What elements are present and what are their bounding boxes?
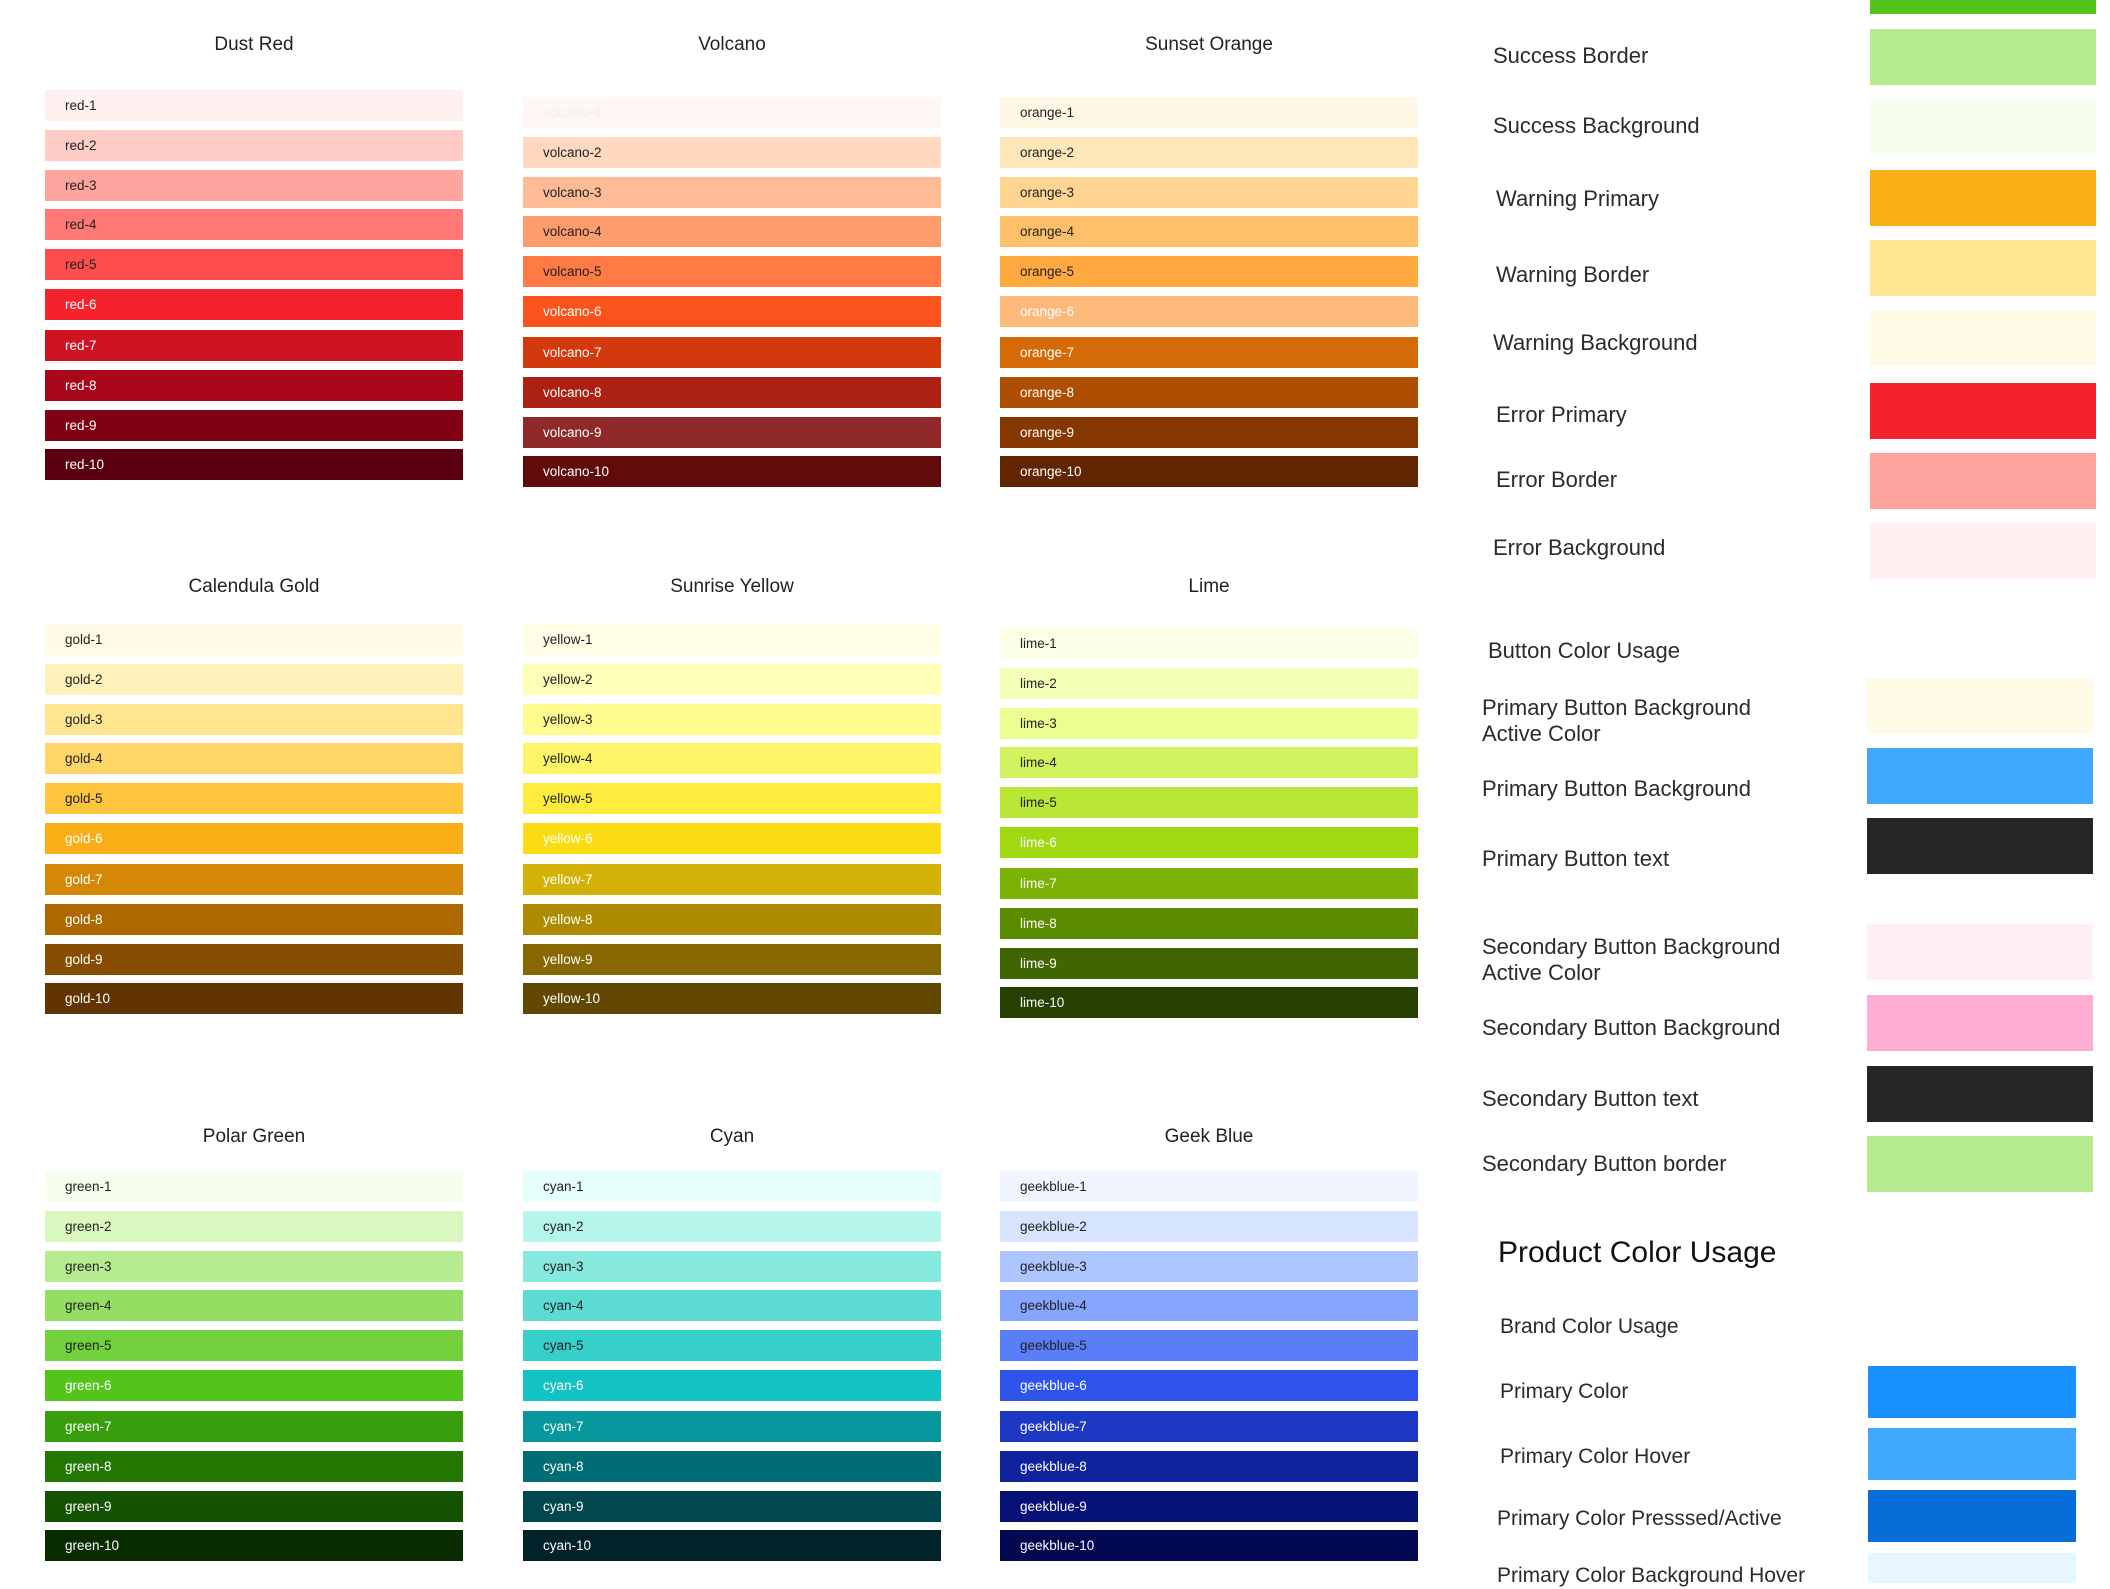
primary-color-hover-label: Primary Color Hover [1500,1445,1691,1468]
color-swatch-green-5: green-5 [45,1330,463,1361]
color-swatch-orange-7: orange-7 [1000,337,1418,368]
palette-title: Dust Red [214,34,294,55]
color-swatch-volcano-1: volcano-1 [523,97,941,128]
color-swatch-lime-2: lime-2 [1000,668,1418,699]
color-swatch-gold-2: gold-2 [45,664,463,695]
color-swatch-lime-8: lime-8 [1000,908,1418,939]
secondary-button-border-label: Secondary Button border [1482,1151,1727,1176]
secondary-button-active-swatch [1867,924,2093,980]
palette-title: Polar Green [202,1126,306,1147]
palette-sunrise-yellow [523,576,941,1016]
color-swatch-lime-5: lime-5 [1000,787,1418,818]
error-border-label: Error Border [1496,467,1618,492]
secondary-button-background-label: Secondary Button Background [1482,1015,1781,1040]
secondary-button-active-label [1482,934,1780,986]
color-swatch-lime-4: lime-4 [1000,747,1418,778]
color-swatch-cyan-1: cyan-1 [523,1171,941,1202]
color-swatch-volcano-4: volcano-4 [523,216,941,247]
color-swatch-cyan-4: cyan-4 [523,1290,941,1321]
primary-button-background-swatch [1867,748,2093,804]
color-swatch-geekblue-9: geekblue-9 [1000,1491,1418,1522]
primary-color-label: Primary Color [1500,1380,1629,1403]
color-swatch-cyan-3: cyan-3 [523,1251,941,1282]
error-background-label: Error Background [1493,535,1666,560]
warning-border-label: Warning Border [1496,262,1650,287]
secondary-button-text-swatch [1867,1066,2093,1122]
secondary-button-active-label-line2: Active Color [1482,960,1601,985]
warning-background-swatch [1870,310,2096,366]
palette-geek-blue [1000,1126,1418,1566]
color-swatch-gold-3: gold-3 [45,704,463,735]
color-swatch-red-3: red-3 [45,170,463,201]
color-swatch-orange-5: orange-5 [1000,256,1418,287]
color-swatch-orange-9: orange-9 [1000,417,1418,448]
color-swatch-geekblue-3: geekblue-3 [1000,1251,1418,1282]
color-swatch-yellow-6: yellow-6 [523,823,941,854]
palette-dust-red [45,34,463,474]
color-swatch-yellow-2: yellow-2 [523,664,941,695]
color-swatch-yellow-7: yellow-7 [523,864,941,895]
warning-background-label: Warning Background [1493,330,1698,355]
color-swatch-geekblue-2: geekblue-2 [1000,1211,1418,1242]
color-swatch-gold-5: gold-5 [45,783,463,814]
color-swatch-geekblue-7: geekblue-7 [1000,1411,1418,1442]
primary-color-hover-swatch [1868,1428,2076,1480]
primary-color-swatch [1868,1366,2076,1418]
error-border-swatch [1870,453,2096,509]
success-background-swatch [1870,99,2096,155]
primary-button-background-label: Primary Button Background [1482,776,1752,801]
palette-calendula-gold [45,576,463,1016]
secondary-button-active-label-line1: Secondary Button Background [1482,934,1781,959]
secondary-button-background-swatch [1867,995,2093,1051]
color-swatch-gold-10: gold-10 [45,983,463,1014]
color-swatch-red-6: red-6 [45,289,463,320]
color-swatch-red-8: red-8 [45,370,463,401]
color-swatch-volcano-6: volcano-6 [523,296,941,327]
color-swatch-volcano-9: volcano-9 [523,417,941,448]
palette-cyan [523,1126,941,1566]
palette-title: Lime [1188,576,1230,597]
palette-title: Calendula Gold [188,576,320,597]
color-swatch-green-10: green-10 [45,1530,463,1561]
color-swatch-gold-9: gold-9 [45,944,463,975]
brand-color-usage-heading: Brand Color Usage [1500,1315,1679,1338]
color-swatch-lime-3: lime-3 [1000,708,1418,739]
primary-color-background-hover-label: Primary Color Background Hover [1497,1564,1806,1587]
primary-button-text-label: Primary Button text [1482,846,1670,871]
primary-button-active-label [1482,695,1751,747]
color-swatch-orange-8: orange-8 [1000,377,1418,408]
palette-volcano [523,34,941,479]
palette-sunset-orange [1000,34,1418,479]
palette-title: Geek Blue [1164,1126,1254,1147]
color-swatch-geekblue-4: geekblue-4 [1000,1290,1418,1321]
color-swatch-red-2: red-2 [45,130,463,161]
color-swatch-cyan-6: cyan-6 [523,1370,941,1401]
color-swatch-orange-2: orange-2 [1000,137,1418,168]
color-swatch-yellow-4: yellow-4 [523,743,941,774]
color-swatch-volcano-3: volcano-3 [523,177,941,208]
primary-color-pressed-label: Primary Color Presssed/Active [1497,1507,1782,1530]
color-swatch-green-9: green-9 [45,1491,463,1522]
secondary-button-text-label: Secondary Button text [1482,1086,1699,1111]
color-swatch-geekblue-10: geekblue-10 [1000,1530,1418,1561]
secondary-button-border-swatch [1867,1136,2093,1192]
color-swatch-lime-9: lime-9 [1000,948,1418,979]
color-swatch-yellow-8: yellow-8 [523,904,941,935]
color-swatch-red-5: red-5 [45,249,463,280]
primary-button-text-swatch [1867,818,2093,874]
color-swatch-volcano-7: volcano-7 [523,337,941,368]
color-swatch-yellow-1: yellow-1 [523,624,941,655]
color-swatch-yellow-10: yellow-10 [523,983,941,1014]
color-swatch-orange-6: orange-6 [1000,296,1418,327]
warning-primary-swatch [1870,170,2096,226]
color-swatch-green-3: green-3 [45,1251,463,1282]
color-swatch-green-4: green-4 [45,1290,463,1321]
color-swatch-volcano-5: volcano-5 [523,256,941,287]
color-swatch-red-1: red-1 [45,90,463,121]
color-swatch-volcano-8: volcano-8 [523,377,941,408]
color-swatch-green-7: green-7 [45,1411,463,1442]
color-swatch-gold-4: gold-4 [45,743,463,774]
color-swatch-lime-7: lime-7 [1000,868,1418,899]
primary-color-background-hover-swatch [1868,1553,2076,1583]
palette-title: Sunrise Yellow [670,576,794,597]
color-swatch-yellow-5: yellow-5 [523,783,941,814]
color-swatch-geekblue-6: geekblue-6 [1000,1370,1418,1401]
color-swatch-lime-10: lime-10 [1000,987,1418,1018]
warning-primary-label: Warning Primary [1496,186,1659,211]
color-swatch-gold-7: gold-7 [45,864,463,895]
color-swatch-gold-8: gold-8 [45,904,463,935]
success-border-swatch [1870,29,2096,85]
success-background-label: Success Background [1493,113,1700,138]
color-swatch-geekblue-5: geekblue-5 [1000,1330,1418,1361]
palette-polar-green [45,1126,463,1566]
color-swatch-red-9: red-9 [45,410,463,441]
color-swatch-red-4: red-4 [45,209,463,240]
button-color-usage-heading: Button Color Usage [1488,638,1680,663]
color-swatch-orange-3: orange-3 [1000,177,1418,208]
color-swatch-green-2: green-2 [45,1211,463,1242]
error-background-swatch [1870,523,2096,579]
color-swatch-orange-4: orange-4 [1000,216,1418,247]
primary-button-active-label-line2: Active Color [1482,721,1601,746]
error-primary-label: Error Primary [1496,402,1627,427]
palette-title: Sunset Orange [1145,34,1273,55]
color-swatch-orange-10: orange-10 [1000,456,1418,487]
color-swatch-cyan-7: cyan-7 [523,1411,941,1442]
palette-lime [1000,576,1418,1016]
color-swatch-volcano-10: volcano-10 [523,456,941,487]
color-swatch-red-7: red-7 [45,330,463,361]
color-swatch-gold-1: gold-1 [45,624,463,655]
product-color-usage-heading: Product Color Usage [1498,1236,1777,1269]
color-swatch-gold-6: gold-6 [45,823,463,854]
success-primary-swatch [1870,0,2096,14]
color-swatch-yellow-3: yellow-3 [523,704,941,735]
color-swatch-volcano-2: volcano-2 [523,137,941,168]
color-swatch-cyan-2: cyan-2 [523,1211,941,1242]
success-border-label: Success Border [1493,43,1649,68]
primary-button-active-swatch [1867,678,2093,734]
color-swatch-green-8: green-8 [45,1451,463,1482]
color-swatch-cyan-5: cyan-5 [523,1330,941,1361]
color-swatch-orange-1: orange-1 [1000,97,1418,128]
palette-title: Volcano [698,34,766,55]
color-swatch-geekblue-8: geekblue-8 [1000,1451,1418,1482]
color-swatch-cyan-8: cyan-8 [523,1451,941,1482]
color-swatch-green-1: green-1 [45,1171,463,1202]
primary-color-pressed-swatch [1868,1490,2076,1542]
color-swatch-green-6: green-6 [45,1370,463,1401]
color-swatch-red-10: red-10 [45,449,463,480]
palette-title: Cyan [709,1126,755,1147]
color-swatch-cyan-9: cyan-9 [523,1491,941,1522]
warning-border-swatch [1870,240,2096,296]
color-swatch-lime-6: lime-6 [1000,827,1418,858]
color-swatch-lime-1: lime-1 [1000,628,1418,659]
error-primary-swatch [1870,383,2096,439]
color-swatch-yellow-9: yellow-9 [523,944,941,975]
primary-button-active-label-line1: Primary Button Background [1482,695,1752,720]
color-swatch-cyan-10: cyan-10 [523,1530,941,1561]
color-swatch-geekblue-1: geekblue-1 [1000,1171,1418,1202]
